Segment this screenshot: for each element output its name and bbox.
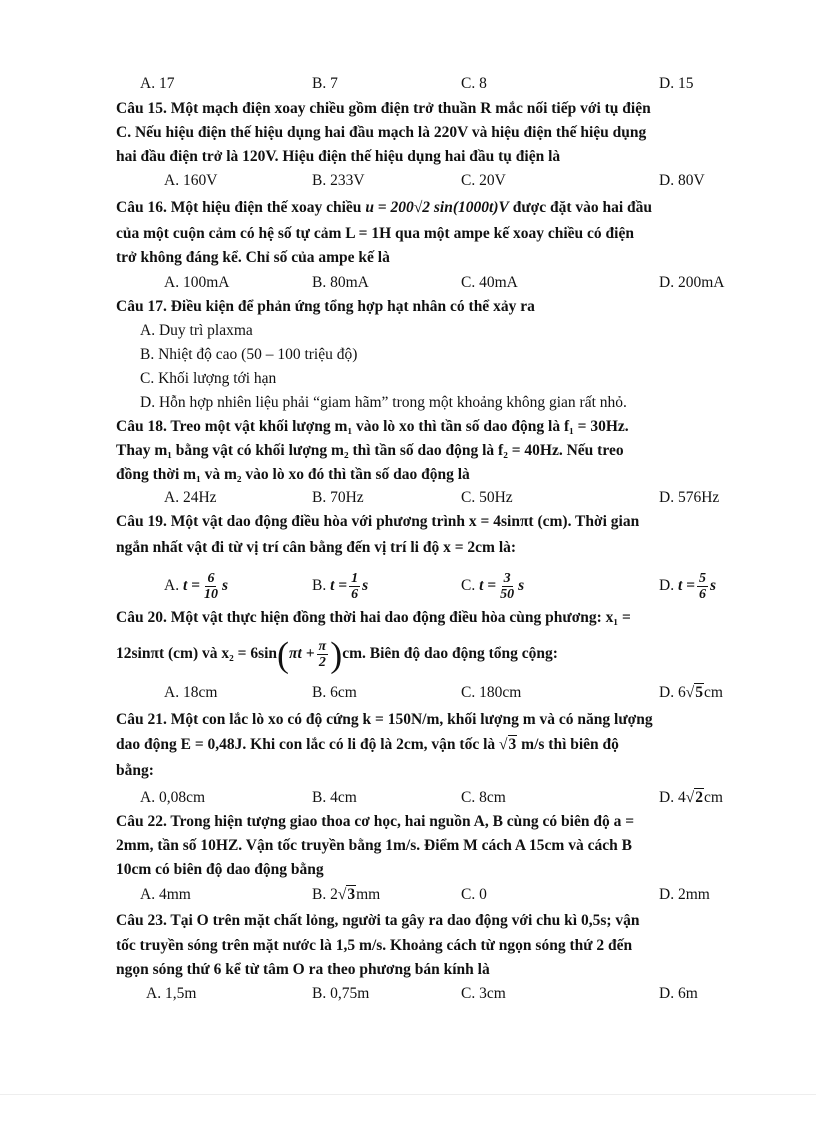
- q19-option-d-fraction: [697, 571, 708, 602]
- q20-paren-open: (: [277, 634, 290, 675]
- q19-option-c-t: t =: [479, 577, 497, 594]
- q19-options: [0, 568, 816, 604]
- q21-velocity-radicand: 3: [508, 736, 517, 753]
- q23-line-3: ngọn sóng thứ 6 kể từ tâm O ra theo phương bán kính là: [116, 961, 490, 978]
- q19-option-d-label: D.: [659, 577, 675, 594]
- q19-option-d-num: 5: [698, 570, 706, 586]
- q16-line-3: trở không đáng kể. Chỉ số của ampe kế là: [116, 249, 390, 266]
- q16-option-d: D. 200mA: [659, 274, 725, 291]
- q21-option-a: A. 0,08cm: [140, 789, 206, 806]
- q19-option-b-fraction: [349, 571, 360, 602]
- q19-option-a-den: 10: [203, 586, 218, 602]
- q21-option-d: [659, 786, 723, 810]
- q21-option-d-radical: √2: [685, 789, 703, 806]
- q17-option-c-row: [0, 367, 816, 391]
- q17-option-a: A. Duy trì plaxma: [140, 322, 253, 339]
- q20-fraction: [317, 639, 329, 670]
- q19-option-c: [461, 568, 524, 604]
- q22-line-3: 10cm có biên độ dao động bằng: [116, 861, 324, 878]
- q18-option-b: B. 70Hz: [312, 489, 364, 506]
- q18-line-2: Thay m₁ bằng vật có khối lượng m₂ thì tần số dao động là f₂ = 40Hz. Nếu treo: [116, 442, 624, 459]
- q18-option-a: A. 24Hz: [164, 489, 217, 506]
- q16-formula: u = 200√2 sin(1000t)V: [365, 199, 509, 216]
- q19-option-d-unit: s: [709, 577, 717, 594]
- q19-option-c-num: 3: [503, 570, 511, 586]
- q14-option-b: B. 7: [312, 75, 338, 92]
- q20-inner: πt +: [289, 645, 315, 662]
- q23-option-b: B. 0,75m: [312, 985, 370, 1002]
- q17-option-d-row: [0, 391, 816, 415]
- q19-option-c-fraction: [498, 571, 516, 602]
- q22-option-b-unit: mm: [356, 886, 381, 903]
- q17-option-d: D. Hỗn hợp nhiên liệu phải “giam hãm” trong một khoảng không gian rất nhỏ.: [140, 394, 627, 411]
- q20-option-d-radical: √5: [685, 684, 703, 701]
- q16-line-1-start: Câu 16. Một hiệu điện thế xoay chiều: [116, 199, 362, 216]
- q22-option-d: D. 2mm: [659, 886, 710, 903]
- q23-option-a: A. 1,5m: [146, 985, 197, 1002]
- q21-option-d-radicand: 2: [695, 789, 703, 806]
- q15-line-1: Câu 15. Một mạch điện xoay chiều gồm điện trở thuần R mắc nối tiếp với tụ điện: [116, 100, 651, 117]
- q20-paren-close: ): [330, 634, 343, 675]
- q21-line-3: bằng:: [116, 762, 154, 779]
- q20-line-2-end: cm. Biên độ dao động tổng cộng:: [342, 645, 558, 662]
- q22-option-b-radical: √3: [337, 886, 356, 903]
- q14-option-c: C. 8: [461, 75, 487, 92]
- q22-line-2: 2mm, tần số 10HZ. Vận tốc truyền bằng 1m/s. Điểm M cách A 15cm và cách B: [116, 837, 632, 854]
- q19-option-b: [312, 568, 368, 604]
- q22-line-1: Câu 22. Trong hiện tượng giao thoa cơ học, hai nguồn A, B cùng có biên độ a =: [116, 813, 635, 830]
- page-bottom-divider: [0, 1094, 816, 1095]
- q21-option-d-unit: cm: [703, 789, 723, 806]
- q20-line-2: [116, 634, 740, 674]
- q21-options: [0, 786, 816, 810]
- q22-option-b-radicand: 3: [347, 886, 356, 903]
- q16-option-b: B. 80mA: [312, 274, 369, 291]
- q16-options: [0, 271, 816, 295]
- q19-line-2: ngắn nhất vật đi từ vị trí cân bằng đến vị trí li độ x = 2cm là:: [116, 539, 517, 556]
- q23-option-c: C. 3cm: [461, 985, 506, 1002]
- q20-option-d-unit: cm: [703, 684, 723, 701]
- q23-option-d: D. 6m: [659, 985, 698, 1002]
- q20-line-1: Câu 20. Một vật thực hiện đồng thời hai dao động điều hòa cùng phương: x₁ =: [116, 609, 631, 626]
- q19-option-a-t: t =: [182, 577, 200, 594]
- q14-option-d: D. 15: [659, 75, 694, 92]
- q22-options: [0, 883, 816, 907]
- q22-option-b-coef: B. 2: [312, 886, 338, 903]
- q20-options: [0, 681, 816, 705]
- q23-line-1: Câu 23. Tại O trên mặt chất lỏng, người ta gây ra dao động với chu kì 0,5s; vận: [116, 912, 640, 929]
- q22-option-a: A. 4mm: [140, 886, 191, 903]
- q23-line-2: tốc truyền sóng trên mặt nước là 1,5 m/s. Khoảng cách từ ngọn sóng thứ 2 đến: [116, 937, 633, 954]
- q20-option-b: B. 6cm: [312, 684, 357, 701]
- q17-option-b-row: [0, 343, 816, 367]
- q22-option-b: [312, 883, 380, 907]
- q18-option-c: C. 50Hz: [461, 489, 513, 506]
- q17-line-1: Câu 17. Điều kiện để phản ứng tổng hợp hạt nhân có thể xảy ra: [116, 298, 535, 315]
- q15-option-d: D. 80V: [659, 172, 705, 189]
- q17-option-b: B. Nhiệt độ cao (50 – 100 triệu độ): [140, 346, 358, 363]
- q19-option-b-den: 6: [351, 586, 359, 602]
- q20-option-d-coef: D. 6: [659, 684, 686, 701]
- q18-option-d: D. 576Hz: [659, 489, 720, 506]
- q22-option-c: C. 0: [461, 886, 487, 903]
- q16-line-1-end: được đặt vào hai đầu: [512, 199, 653, 216]
- q15-option-b: B. 233V: [312, 172, 365, 189]
- q21-velocity-radical: √3: [499, 736, 517, 753]
- q19-option-c-label: C.: [461, 577, 476, 594]
- q16-line-2: của một cuộn cảm có hệ số tự cảm L = 1H qua một ampe kế xoay chiều có điện: [116, 225, 634, 242]
- q19-option-a: [164, 568, 228, 604]
- q20-option-a: A. 18cm: [164, 684, 218, 701]
- q20-option-d-radicand: 5: [695, 684, 703, 701]
- q19-option-b-label: B.: [312, 577, 327, 594]
- q21-line-2-end: m/s thì biên độ: [521, 736, 619, 753]
- q15-line-2: C. Nếu hiệu điện thế hiệu dụng hai đầu mạch là 220V và hiệu điện thế hiệu dụng: [116, 124, 647, 141]
- q15-option-a: A. 160V: [164, 172, 218, 189]
- q19-option-b-num: 1: [351, 570, 359, 586]
- q23-options: [0, 982, 816, 1006]
- q17-option-c: C. Khối lượng tới hạn: [140, 370, 277, 387]
- q21-line-2-start: dao động E = 0,48J. Khi con lắc có li độ là 2cm, vận tốc là: [116, 736, 496, 753]
- q19-option-b-t: t =: [330, 577, 348, 594]
- q19-option-c-den: 50: [500, 586, 515, 602]
- q14-option-a: A. 17: [140, 75, 175, 92]
- q19-line-1: Câu 19. Một vật dao động điều hòa với phương trình x = 4sinπt (cm). Thời gian: [116, 513, 640, 530]
- q20-line-2-start: 12sinπt (cm) và x₂ = 6sin: [116, 645, 278, 662]
- q20-option-c: C. 180cm: [461, 684, 522, 701]
- q21-line-2: [116, 733, 740, 757]
- q19-option-a-num: 6: [207, 570, 215, 586]
- q15-options: [0, 169, 816, 193]
- q19-option-a-unit: s: [221, 577, 229, 594]
- q18-line-1: Câu 18. Treo một vật khối lượng m₁ vào lò xo thì tần số dao động là f₁ = 30Hz.: [116, 418, 629, 435]
- q16-line-1: [116, 196, 740, 220]
- q19-option-b-unit: s: [362, 577, 369, 594]
- q19-option-a-label: A.: [164, 577, 180, 594]
- q19-option-d-t: t =: [677, 577, 695, 594]
- q21-line-1: Câu 21. Một con lắc lò xo có độ cứng k = 150N/m, khối lượng m và có năng lượng: [116, 711, 653, 728]
- q21-option-d-coef: D. 4: [659, 789, 686, 806]
- q20-fraction-num: π: [318, 638, 327, 654]
- q21-option-b: B. 4cm: [312, 789, 357, 806]
- q21-option-c: C. 8cm: [461, 789, 506, 806]
- q18-line-3: đồng thời m₁ và m₂ vào lò xo đó thì tần số dao động là: [116, 466, 470, 483]
- q15-option-c: C. 20V: [461, 172, 506, 189]
- q18-options: [0, 486, 816, 510]
- q20-option-d: [659, 681, 723, 705]
- q17-option-a-row: [0, 319, 816, 343]
- q15-line-3: hai đầu điện trở là 120V. Hiệu điện thế hiệu dụng hai đầu tụ điện là: [116, 148, 561, 165]
- q19-option-a-fraction: [202, 571, 220, 602]
- q19-option-c-unit: s: [518, 577, 525, 594]
- q16-option-c: C. 40mA: [461, 274, 518, 291]
- q19-option-d: [659, 568, 716, 604]
- q14-options: [0, 72, 816, 96]
- q19-option-d-den: 6: [698, 586, 706, 602]
- q20-fraction-den: 2: [318, 654, 326, 670]
- q16-option-a: A. 100mA: [164, 274, 230, 291]
